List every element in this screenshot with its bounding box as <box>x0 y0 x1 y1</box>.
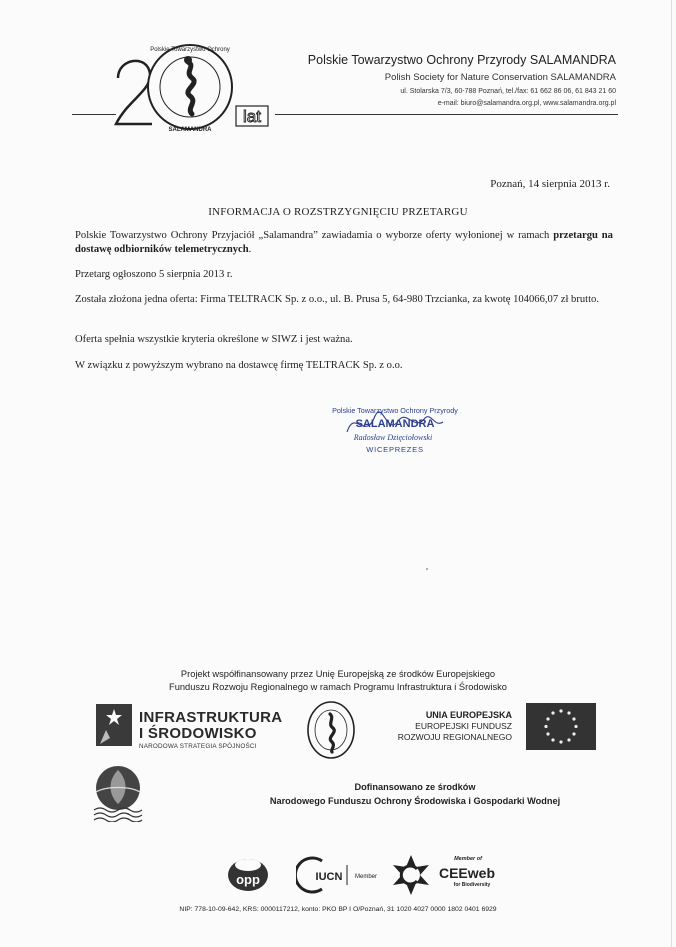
opp-badge-icon <box>225 853 271 893</box>
paragraph-criteria: Oferta spełnia wszystkie kryteria określone w SIWZ i jest ważna. <box>75 334 353 345</box>
iucn-member-label: Member <box>354 874 378 880</box>
project-info <box>0 668 676 694</box>
stamp-line-name: Radosław Dzięciołowski <box>353 433 433 442</box>
infrastruktura-flag-logo <box>96 704 132 746</box>
intro-end: . <box>248 243 252 255</box>
nfosigw-logo <box>88 764 148 822</box>
project-line-2: Funduszu Rozwoju Regionalnego w ramach Programu Infrastruktura i Środowisko <box>169 682 507 692</box>
paragraph-decision: W związku z powyższym wybrano na dostawcę firmę TELTRACK Sp. z o.o. <box>75 360 403 371</box>
org-name: Polskie Towarzystwo Ochrony Przyrody SALAMANDRA <box>307 53 616 67</box>
ceeweb-member-badge <box>388 851 508 897</box>
nfosigw-text <box>150 780 676 808</box>
nf-line-1: Dofinansowano ze środków <box>354 782 476 792</box>
infrastruktura-title <box>139 710 282 742</box>
paragraph-intro <box>75 229 613 256</box>
org-name-english: Polish Society for Nature Conservation SALAMANDRA <box>384 72 616 83</box>
intro-subject: przetargu na dostawę odbiorników telemetrycznych <box>75 230 613 255</box>
project-line-1: Projekt współfinansowany przez Unię Europejską ze środków Europejskiego <box>180 669 496 679</box>
stamp-line-org: Polskie Towarzystwo Ochrony Przyrody <box>332 406 458 415</box>
nf-line-2: Narodowego Funduszu Ochrony Środowiska i Gospodarki Wodnej <box>269 796 561 806</box>
eu-line-3: ROZWOJU REGIONALNEGO <box>397 732 512 742</box>
svg-text:Polskie Towarzystwo Ochrony: Polskie Towarzystwo Ochrony <box>150 47 230 53</box>
ii-title-line-2: I ŚRODOWISKO <box>139 725 257 742</box>
org-email: e-mail: biuro@salamandra.org.pl, www.salamandra.org.pl <box>437 100 616 107</box>
stamp-line-salamandra: SALAMANDRA <box>355 418 435 430</box>
infrastruktura-subtitle: NARODOWA STRATEGIA SPÓJNOŚCI <box>139 743 257 750</box>
svg-text:SALAMANDRA: SALAMANDRA <box>168 127 212 133</box>
iucn-label: IUCN <box>315 871 343 883</box>
paragraph-announced: Przetarg ogłoszono 5 sierpnia 2013 r. <box>75 269 233 280</box>
cee-member-of: Member of <box>454 856 482 862</box>
letter-date: Poznań, 14 sierpnia 2013 r. <box>490 178 610 190</box>
stamp-line-title: WICEPREZES <box>366 445 424 454</box>
intro-text: Polskie Towarzystwo Ochrony Przyjaciół „Salamandra” zawiadamia o wyborze oferty wyłonionej w ramach <box>75 230 554 241</box>
salamandra-20-years-logo <box>88 40 278 135</box>
salamandra-seal-icon <box>306 700 356 760</box>
cee-name: CEEweb <box>438 865 496 881</box>
cee-sub: for Biodiversity <box>453 882 491 888</box>
header-rule-right <box>275 114 618 115</box>
iucn-member-badge <box>296 855 386 895</box>
letter-heading: INFORMACJA O ROZSTRZYGNIĘCIU PRZETARGU <box>208 206 468 218</box>
eu-label <box>398 710 512 743</box>
ii-title-line-1: INFRASTRUKTURA <box>139 709 283 726</box>
eu-flag-icon <box>526 703 596 750</box>
eu-line-1: UNIA EUROPEJSKA <box>425 710 512 720</box>
paragraph-offer: Została złożona jedna oferta: Firma TELTRACK Sp. z o.o., ul. B. Prusa 5, 64-980 Trzcianka, za kwotę 104066,07 zł brutto. <box>75 294 600 305</box>
logo-years-label: lat <box>243 107 261 126</box>
signature-stamp <box>325 402 465 457</box>
registration-info: NIP: 778-10-09-642, KRS: 0000117212, konto: PKO BP I O/Poznań, 31 1020 4027 0000 1802 0401 6929 <box>179 906 497 913</box>
speck <box>426 568 428 570</box>
eu-line-2: EUROPEJSKI FUNDUSZ <box>415 721 512 731</box>
org-address: ul. Stolarska 7/3, 60-788 Poznań, tel./fax: 61 662 86 06, 61 843 21 60 <box>400 88 616 95</box>
opp-label: opp <box>236 872 260 887</box>
